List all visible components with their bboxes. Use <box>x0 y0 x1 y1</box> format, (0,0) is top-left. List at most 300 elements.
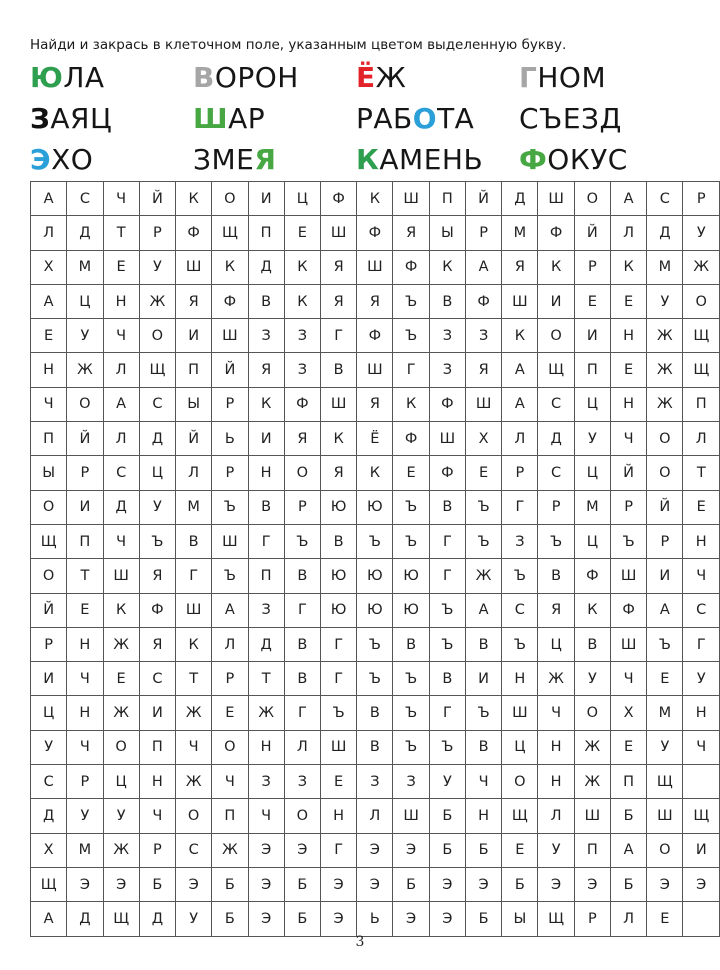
grid-cell[interactable]: Е <box>393 456 429 490</box>
grid-cell[interactable]: Р <box>139 216 175 250</box>
grid-cell[interactable]: Щ <box>103 902 139 936</box>
grid-cell[interactable]: Н <box>320 799 356 833</box>
grid-cell[interactable]: П <box>139 730 175 764</box>
grid-cell[interactable]: О <box>647 456 683 490</box>
grid-cell[interactable]: Щ <box>139 353 175 387</box>
grid-cell[interactable]: Ж <box>647 319 683 353</box>
grid-cell[interactable]: Т <box>103 216 139 250</box>
grid-cell[interactable]: Г <box>683 627 720 661</box>
grid-cell[interactable]: О <box>212 182 248 216</box>
grid-cell[interactable]: И <box>538 284 574 318</box>
grid-cell[interactable]: Ъ <box>393 284 429 318</box>
grid-cell[interactable]: Н <box>248 730 284 764</box>
grid-cell[interactable]: Щ <box>502 799 538 833</box>
grid-cell[interactable]: К <box>574 593 610 627</box>
grid-cell[interactable]: П <box>429 182 465 216</box>
grid-cell[interactable]: Б <box>139 867 175 901</box>
grid-cell[interactable]: А <box>610 833 646 867</box>
grid-cell[interactable]: Ф <box>212 284 248 318</box>
grid-cell[interactable]: Ъ <box>393 696 429 730</box>
grid-cell[interactable]: Б <box>502 867 538 901</box>
grid-cell[interactable]: Э <box>465 867 501 901</box>
grid-cell[interactable]: Ш <box>320 387 356 421</box>
grid-cell[interactable]: Ф <box>429 456 465 490</box>
grid-cell[interactable]: Ф <box>176 216 212 250</box>
grid-cell[interactable]: Н <box>465 799 501 833</box>
grid-cell[interactable]: Е <box>31 319 67 353</box>
grid-cell[interactable]: Ф <box>538 216 574 250</box>
grid-cell[interactable]: У <box>176 902 212 936</box>
grid-cell[interactable]: Э <box>320 902 356 936</box>
grid-cell[interactable]: Ц <box>574 387 610 421</box>
grid-cell[interactable]: А <box>647 593 683 627</box>
grid-cell[interactable]: Ш <box>502 696 538 730</box>
grid-cell[interactable]: Й <box>31 593 67 627</box>
grid-cell[interactable]: О <box>176 799 212 833</box>
grid-cell[interactable]: В <box>357 730 393 764</box>
grid-cell[interactable]: Б <box>465 833 501 867</box>
grid-cell[interactable]: В <box>357 696 393 730</box>
grid-cell[interactable]: Э <box>393 833 429 867</box>
grid-cell[interactable]: Ш <box>103 559 139 593</box>
grid-cell[interactable]: Э <box>538 867 574 901</box>
grid-cell[interactable]: Ф <box>357 319 393 353</box>
grid-cell[interactable]: Ц <box>31 696 67 730</box>
grid-cell[interactable]: Д <box>502 182 538 216</box>
grid-cell[interactable]: Я <box>139 559 175 593</box>
grid-cell[interactable]: Х <box>610 696 646 730</box>
grid-cell[interactable]: Р <box>67 456 103 490</box>
grid-cell[interactable]: Ж <box>212 833 248 867</box>
grid-cell[interactable]: Ы <box>176 387 212 421</box>
grid-cell[interactable]: С <box>538 456 574 490</box>
grid-cell[interactable]: У <box>574 662 610 696</box>
grid-cell[interactable]: Ъ <box>357 524 393 558</box>
grid-cell[interactable]: И <box>683 833 720 867</box>
grid-cell[interactable]: Ъ <box>502 627 538 661</box>
grid-cell[interactable]: У <box>683 216 720 250</box>
grid-cell[interactable]: Ж <box>647 353 683 387</box>
grid-cell[interactable]: В <box>284 627 320 661</box>
grid-cell[interactable]: И <box>465 662 501 696</box>
grid-cell[interactable]: И <box>31 662 67 696</box>
grid-cell[interactable]: Е <box>284 216 320 250</box>
grid-cell[interactable]: Р <box>139 833 175 867</box>
grid-cell[interactable]: Н <box>67 627 103 661</box>
grid-cell[interactable]: С <box>139 387 175 421</box>
grid-cell[interactable]: З <box>248 593 284 627</box>
grid-cell[interactable]: Э <box>248 833 284 867</box>
grid-cell[interactable]: Р <box>502 456 538 490</box>
grid-cell[interactable]: Е <box>610 730 646 764</box>
grid-cell[interactable]: М <box>647 696 683 730</box>
grid-cell[interactable]: Е <box>574 284 610 318</box>
grid-cell[interactable]: У <box>429 765 465 799</box>
grid-cell[interactable]: К <box>248 387 284 421</box>
grid-cell[interactable]: А <box>465 593 501 627</box>
grid-cell[interactable]: О <box>103 730 139 764</box>
grid-cell[interactable]: Н <box>538 730 574 764</box>
grid-cell[interactable]: В <box>248 284 284 318</box>
grid-cell[interactable]: П <box>212 799 248 833</box>
grid-cell[interactable]: М <box>67 250 103 284</box>
grid-cell[interactable]: А <box>465 250 501 284</box>
grid-cell[interactable]: У <box>67 319 103 353</box>
grid-cell[interactable]: К <box>284 250 320 284</box>
grid-cell[interactable]: А <box>212 593 248 627</box>
grid-cell[interactable]: Ю <box>393 593 429 627</box>
grid-cell[interactable]: В <box>393 627 429 661</box>
grid-cell[interactable]: Л <box>357 799 393 833</box>
grid-cell[interactable]: Ж <box>103 696 139 730</box>
grid-cell[interactable]: А <box>31 284 67 318</box>
grid-cell[interactable]: Ю <box>320 490 356 524</box>
grid-cell[interactable]: Е <box>465 456 501 490</box>
grid-cell[interactable]: О <box>284 799 320 833</box>
grid-cell[interactable]: Щ <box>538 353 574 387</box>
grid-cell[interactable]: Ф <box>574 559 610 593</box>
grid-cell[interactable]: Б <box>284 902 320 936</box>
grid-cell[interactable]: Н <box>610 387 646 421</box>
grid-cell[interactable]: У <box>139 490 175 524</box>
grid-cell[interactable]: Ф <box>429 387 465 421</box>
grid-cell[interactable]: Ш <box>176 250 212 284</box>
grid-cell[interactable]: Щ <box>31 524 67 558</box>
grid-cell[interactable]: С <box>647 182 683 216</box>
grid-cell[interactable]: Ф <box>393 250 429 284</box>
grid-cell[interactable]: Ъ <box>393 490 429 524</box>
grid-cell[interactable]: О <box>31 490 67 524</box>
grid-cell[interactable]: Ц <box>284 182 320 216</box>
grid-cell[interactable]: Г <box>284 593 320 627</box>
grid-cell[interactable]: Ы <box>502 902 538 936</box>
grid-cell[interactable]: Ъ <box>429 627 465 661</box>
grid-cell[interactable]: Э <box>357 833 393 867</box>
grid-cell[interactable]: О <box>139 319 175 353</box>
grid-cell[interactable]: Ф <box>357 216 393 250</box>
grid-cell[interactable]: Ш <box>574 799 610 833</box>
grid-cell[interactable]: Ч <box>538 696 574 730</box>
grid-cell[interactable]: Й <box>465 182 501 216</box>
grid-cell[interactable]: Э <box>103 867 139 901</box>
grid-cell[interactable]: Г <box>429 696 465 730</box>
grid-cell[interactable]: С <box>683 593 720 627</box>
grid-cell[interactable]: Ы <box>429 216 465 250</box>
grid-cell[interactable]: Я <box>320 456 356 490</box>
grid-cell[interactable]: Ж <box>248 696 284 730</box>
grid-cell[interactable]: Э <box>248 902 284 936</box>
grid-cell[interactable]: Ч <box>67 730 103 764</box>
grid-cell[interactable]: Р <box>465 216 501 250</box>
grid-cell[interactable]: Ь <box>212 422 248 456</box>
grid-cell[interactable]: Я <box>357 387 393 421</box>
grid-cell[interactable]: Ъ <box>357 662 393 696</box>
grid-cell[interactable]: Ч <box>103 319 139 353</box>
grid-cell[interactable]: О <box>67 387 103 421</box>
grid-cell[interactable]: С <box>176 833 212 867</box>
grid-cell[interactable]: Е <box>502 833 538 867</box>
grid-cell[interactable]: Ч <box>139 799 175 833</box>
grid-cell[interactable]: Ъ <box>538 524 574 558</box>
grid-cell[interactable]: В <box>465 627 501 661</box>
grid-cell[interactable]: Ц <box>574 524 610 558</box>
grid-cell[interactable]: Н <box>31 353 67 387</box>
grid-cell[interactable]: Ф <box>465 284 501 318</box>
grid-cell[interactable]: Т <box>176 662 212 696</box>
grid-cell[interactable]: Ъ <box>357 627 393 661</box>
grid-cell[interactable]: О <box>502 765 538 799</box>
grid-cell[interactable]: З <box>248 319 284 353</box>
grid-cell[interactable]: З <box>284 319 320 353</box>
grid-cell[interactable]: П <box>248 216 284 250</box>
grid-cell[interactable]: К <box>357 456 393 490</box>
grid-cell[interactable]: Й <box>647 490 683 524</box>
grid-cell[interactable]: В <box>429 284 465 318</box>
grid-cell[interactable]: Ю <box>393 559 429 593</box>
grid-cell[interactable]: Ф <box>320 182 356 216</box>
grid-cell[interactable]: О <box>574 182 610 216</box>
grid-cell[interactable]: А <box>502 387 538 421</box>
grid-cell[interactable]: П <box>31 422 67 456</box>
grid-cell[interactable]: К <box>320 422 356 456</box>
grid-cell[interactable]: Р <box>67 765 103 799</box>
grid-cell[interactable]: Ч <box>67 662 103 696</box>
grid-cell[interactable]: Ш <box>465 387 501 421</box>
grid-cell[interactable]: Е <box>647 902 683 936</box>
grid-cell[interactable]: У <box>103 799 139 833</box>
grid-cell[interactable]: А <box>31 902 67 936</box>
grid-cell[interactable]: Ш <box>502 284 538 318</box>
grid-cell[interactable]: Ч <box>465 765 501 799</box>
grid-cell[interactable]: Ч <box>103 524 139 558</box>
grid-cell[interactable]: Э <box>429 902 465 936</box>
grid-cell[interactable]: Б <box>610 867 646 901</box>
grid-cell[interactable]: К <box>176 182 212 216</box>
grid-cell[interactable]: Э <box>67 867 103 901</box>
grid-cell[interactable]: Ю <box>320 559 356 593</box>
grid-cell[interactable]: Э <box>176 867 212 901</box>
grid-cell[interactable]: И <box>139 696 175 730</box>
grid-cell[interactable]: Ъ <box>284 524 320 558</box>
grid-cell[interactable]: Ъ <box>212 559 248 593</box>
grid-cell[interactable]: Щ <box>683 353 720 387</box>
grid-cell[interactable]: У <box>31 730 67 764</box>
grid-cell[interactable]: Ж <box>176 765 212 799</box>
grid-cell[interactable]: Я <box>284 422 320 456</box>
grid-cell[interactable]: К <box>176 627 212 661</box>
grid-cell[interactable]: Л <box>103 353 139 387</box>
grid-cell[interactable]: Ф <box>139 593 175 627</box>
grid-cell[interactable]: О <box>647 422 683 456</box>
grid-cell[interactable]: И <box>248 422 284 456</box>
grid-cell[interactable]: Й <box>176 422 212 456</box>
grid-cell[interactable]: Я <box>465 353 501 387</box>
grid-cell[interactable]: В <box>320 353 356 387</box>
grid-cell[interactable]: Ж <box>103 833 139 867</box>
grid-cell[interactable]: Н <box>67 696 103 730</box>
grid-cell[interactable]: Ж <box>139 284 175 318</box>
grid-cell[interactable]: К <box>103 593 139 627</box>
grid-cell[interactable]: И <box>248 182 284 216</box>
grid-cell[interactable]: Е <box>320 765 356 799</box>
grid-cell[interactable]: Э <box>320 867 356 901</box>
grid-cell[interactable]: Ш <box>429 422 465 456</box>
grid-cell[interactable]: Д <box>31 799 67 833</box>
grid-cell[interactable]: А <box>103 387 139 421</box>
grid-cell[interactable]: К <box>393 387 429 421</box>
grid-cell[interactable]: Щ <box>212 216 248 250</box>
grid-cell[interactable]: Ъ <box>465 696 501 730</box>
grid-cell[interactable]: Э <box>647 867 683 901</box>
grid-cell[interactable]: Д <box>248 627 284 661</box>
grid-cell[interactable]: Ч <box>683 559 720 593</box>
grid-cell[interactable]: Ъ <box>393 662 429 696</box>
grid-cell[interactable]: Ъ <box>502 559 538 593</box>
grid-cell[interactable]: Я <box>357 284 393 318</box>
grid-cell[interactable]: Ш <box>357 250 393 284</box>
grid-cell[interactable]: Ц <box>103 765 139 799</box>
grid-cell[interactable]: З <box>465 319 501 353</box>
grid-cell[interactable]: Я <box>538 593 574 627</box>
grid-cell[interactable]: Л <box>538 799 574 833</box>
grid-cell[interactable]: Б <box>212 867 248 901</box>
grid-cell[interactable]: Ш <box>212 524 248 558</box>
grid-cell[interactable]: Ч <box>248 799 284 833</box>
grid-cell[interactable]: Л <box>610 216 646 250</box>
grid-cell[interactable]: К <box>538 250 574 284</box>
grid-cell[interactable]: Ш <box>538 182 574 216</box>
grid-cell[interactable]: Р <box>212 387 248 421</box>
grid-cell[interactable] <box>683 765 720 799</box>
grid-cell[interactable]: Р <box>574 902 610 936</box>
grid-cell[interactable]: Ч <box>103 182 139 216</box>
grid-cell[interactable]: Ш <box>320 216 356 250</box>
grid-cell[interactable]: И <box>574 319 610 353</box>
grid-cell[interactable]: Ж <box>465 559 501 593</box>
grid-cell[interactable]: В <box>176 524 212 558</box>
grid-cell[interactable]: Й <box>139 182 175 216</box>
grid-cell[interactable]: Ю <box>357 559 393 593</box>
grid-cell[interactable]: Р <box>647 524 683 558</box>
grid-cell[interactable]: Н <box>248 456 284 490</box>
grid-cell[interactable]: Ш <box>393 799 429 833</box>
grid-cell[interactable]: Й <box>610 456 646 490</box>
grid-cell[interactable]: Ъ <box>393 524 429 558</box>
grid-cell[interactable]: Й <box>574 216 610 250</box>
grid-cell[interactable]: Д <box>538 422 574 456</box>
grid-cell[interactable]: О <box>212 730 248 764</box>
grid-cell[interactable]: Л <box>610 902 646 936</box>
grid-cell[interactable]: Ъ <box>320 696 356 730</box>
grid-cell[interactable]: Т <box>683 456 720 490</box>
grid-cell[interactable]: Б <box>212 902 248 936</box>
grid-cell[interactable]: Т <box>67 559 103 593</box>
grid-cell[interactable]: Я <box>502 250 538 284</box>
grid-cell[interactable]: Л <box>683 422 720 456</box>
grid-cell[interactable]: С <box>103 456 139 490</box>
grid-cell[interactable]: З <box>357 765 393 799</box>
grid-cell[interactable]: М <box>502 216 538 250</box>
grid-cell[interactable]: Щ <box>683 319 720 353</box>
grid-cell[interactable]: К <box>212 250 248 284</box>
grid-cell[interactable]: Ы <box>31 456 67 490</box>
grid-cell[interactable]: У <box>647 730 683 764</box>
grid-cell[interactable]: У <box>139 250 175 284</box>
grid-cell[interactable]: Н <box>610 319 646 353</box>
grid-cell[interactable]: П <box>176 353 212 387</box>
grid-cell[interactable]: Е <box>212 696 248 730</box>
grid-cell[interactable]: Ъ <box>393 319 429 353</box>
grid-cell[interactable]: Ф <box>284 387 320 421</box>
grid-cell[interactable]: Б <box>429 833 465 867</box>
grid-cell[interactable]: Ж <box>538 662 574 696</box>
grid-cell[interactable]: Щ <box>683 799 720 833</box>
grid-cell[interactable]: А <box>31 182 67 216</box>
grid-cell[interactable]: З <box>248 765 284 799</box>
grid-cell[interactable]: Н <box>103 284 139 318</box>
grid-cell[interactable]: Ю <box>320 593 356 627</box>
grid-cell[interactable]: П <box>574 353 610 387</box>
grid-cell[interactable]: Н <box>502 662 538 696</box>
grid-cell[interactable]: Т <box>248 662 284 696</box>
grid-cell[interactable]: Щ <box>538 902 574 936</box>
grid-cell[interactable]: Ш <box>610 559 646 593</box>
grid-cell[interactable]: Ч <box>610 662 646 696</box>
grid-cell[interactable]: Л <box>502 422 538 456</box>
grid-cell[interactable]: Н <box>683 524 720 558</box>
grid-cell[interactable]: Ш <box>610 627 646 661</box>
grid-cell[interactable]: Д <box>248 250 284 284</box>
grid-cell[interactable]: Я <box>320 250 356 284</box>
grid-cell[interactable]: Ж <box>176 696 212 730</box>
grid-cell[interactable]: У <box>647 284 683 318</box>
grid-cell[interactable]: О <box>683 284 720 318</box>
grid-cell[interactable]: Ъ <box>429 730 465 764</box>
grid-cell[interactable]: Э <box>284 833 320 867</box>
grid-cell[interactable]: Й <box>67 422 103 456</box>
grid-cell[interactable]: Ё <box>357 422 393 456</box>
grid-cell[interactable]: О <box>647 833 683 867</box>
grid-cell[interactable]: Г <box>429 559 465 593</box>
grid-cell[interactable]: Э <box>683 867 720 901</box>
grid-cell[interactable]: Р <box>31 627 67 661</box>
grid-cell[interactable]: К <box>284 284 320 318</box>
grid-cell[interactable]: Ч <box>212 765 248 799</box>
grid-cell[interactable]: Ъ <box>429 593 465 627</box>
grid-cell[interactable]: Г <box>320 319 356 353</box>
grid-cell[interactable]: В <box>284 559 320 593</box>
grid-cell[interactable]: Ч <box>31 387 67 421</box>
grid-cell[interactable]: Л <box>103 422 139 456</box>
grid-cell[interactable]: У <box>683 662 720 696</box>
grid-cell[interactable]: Г <box>429 524 465 558</box>
grid-cell[interactable]: Ш <box>320 730 356 764</box>
grid-cell[interactable]: Е <box>610 353 646 387</box>
grid-cell[interactable]: И <box>176 319 212 353</box>
grid-cell[interactable]: Г <box>176 559 212 593</box>
grid-cell[interactable]: З <box>429 353 465 387</box>
grid-cell[interactable]: К <box>610 250 646 284</box>
grid-cell[interactable]: Р <box>284 490 320 524</box>
grid-cell[interactable]: Я <box>248 353 284 387</box>
grid-cell[interactable]: М <box>176 490 212 524</box>
grid-cell[interactable]: Е <box>67 593 103 627</box>
grid-cell[interactable]: Х <box>31 833 67 867</box>
grid-cell[interactable]: Г <box>320 627 356 661</box>
grid-cell[interactable]: Ф <box>610 593 646 627</box>
grid-cell[interactable]: И <box>647 559 683 593</box>
grid-cell[interactable]: А <box>610 182 646 216</box>
